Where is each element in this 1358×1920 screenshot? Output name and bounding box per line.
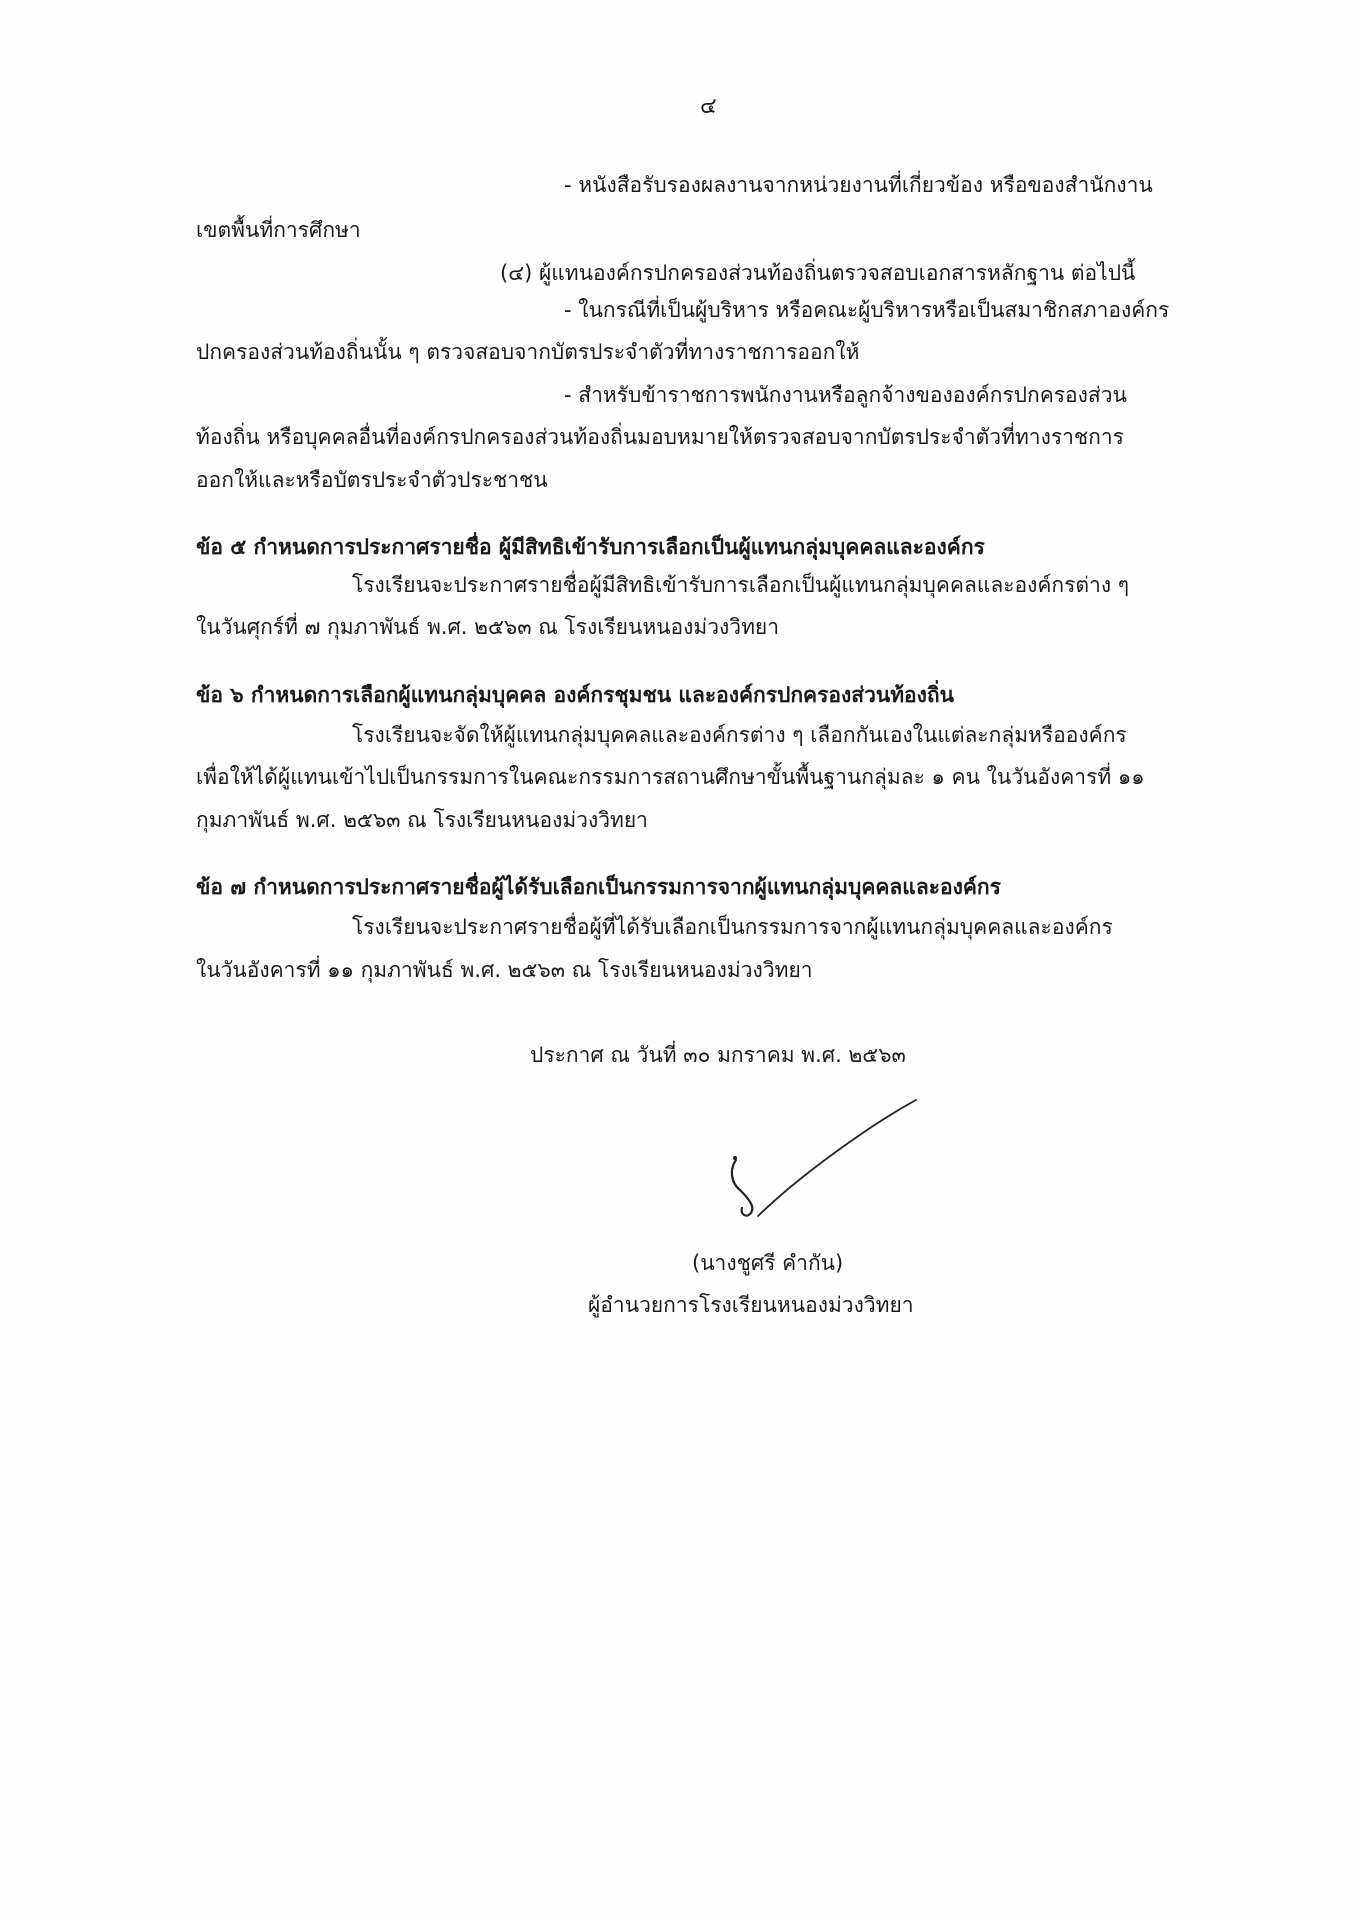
item-4-a-line-1: - ในกรณีที่เป็นผู้บริหาร หรือคณะผู้บริหารหรือเป็นสมาชิกสภาองค์กร <box>564 298 1170 322</box>
clause-6-heading: ข้อ ๖ กำหนดการเลือกผู้แทนกลุ่มบุคคล องค์กรชุมชน และองค์กรปกครองส่วนท้องถิ่น <box>196 683 954 707</box>
item-4-b-line-3: ออกให้และหรือบัตรประจำตัวประชาชน <box>196 468 548 492</box>
documents-line-2: เขตพื้นที่การศึกษา <box>196 218 361 242</box>
clause-6-line-3: กุมภาพันธ์ พ.ศ. ๒๕๖๓ ณ โรงเรียนหนองม่วงวิทยา <box>196 808 648 832</box>
documents-line-1: - หนังสือรับรองผลงานจากหน่วยงานที่เกี่ยวข้อง หรือของสำนักงาน <box>564 173 1153 197</box>
clause-6-line-2: เพื่อให้ได้ผู้แทนเข้าไปเป็นกรรมการในคณะกรรมการสถานศึกษาขั้นพื้นฐานกลุ่มละ ๑ คน ในวันอังคารที่ ๑๑ <box>196 765 1145 789</box>
signature-image <box>720 1090 930 1230</box>
clause-7-line-2: ในวันอังคารที่ ๑๑ กุมภาพันธ์ พ.ศ. ๒๕๖๓ ณ โรงเรียนหนองม่วงวิทยา <box>196 958 813 982</box>
announced-date: ประกาศ ณ วันที่ ๓๐ มกราคม พ.ศ. ๒๕๖๓ <box>530 1043 906 1067</box>
clause-5-line-1: โรงเรียนจะประกาศรายชื่อผู้มีสิทธิเข้ารับการเลือกเป็นผู้แทนกลุ่มบุคคลและองค์กรต่าง ๆ <box>352 573 1130 597</box>
item-4-b-line-2: ท้องถิ่น หรือบุคคลอื่นที่องค์กรปกครองส่วนท้องถิ่นมอบหมายให้ตรวจสอบจากบัตรประจำตัวที่ทางราชการ <box>196 425 1124 449</box>
clause-5-heading: ข้อ ๕ กำหนดการประกาศรายชื่อ ผู้มีสิทธิเข้ารับการเลือกเป็นผู้แทนกลุ่มบุคคลและองค์กร <box>196 535 985 559</box>
signer-name: (นางชูศรี คำกัน) <box>692 1251 844 1275</box>
clause-5-line-2: ในวันศุกร์ที่ ๗ กุมภาพันธ์ พ.ศ. ๒๕๖๓ ณ โรงเรียนหนองม่วงวิทยา <box>196 615 780 639</box>
page-number: ๔ <box>700 94 717 119</box>
signer-position: ผู้อำนวยการโรงเรียนหนองม่วงวิทยา <box>588 1293 914 1317</box>
item-4-a-line-2: ปกครองส่วนท้องถิ่นนั้น ๆ ตรวจสอบจากบัตรประจำตัวที่ทางราชการออกให้ <box>196 340 860 364</box>
clause-7-line-1: โรงเรียนจะประกาศรายชื่อผู้ที่ได้รับเลือกเป็นกรรมการจากผู้แทนกลุ่มบุคคลและองค์กร <box>352 915 1113 939</box>
item-4-b-line-1: - สำหรับข้าราชการพนักงานหรือลูกจ้างขององค์กรปกครองส่วน <box>564 383 1127 407</box>
clause-7-heading: ข้อ ๗ กำหนดการประกาศรายชื่อผู้ได้รับเลือกเป็นกรรมการจากผู้แทนกลุ่มบุคคลและองค์กร <box>196 875 1001 899</box>
item-4-heading: (๔) ผู้แทนองค์กรปกครองส่วนท้องถิ่นตรวจสอบเอกสารหลักฐาน ต่อไปนี้ <box>500 261 1136 285</box>
clause-6-line-1: โรงเรียนจะจัดให้ผู้แทนกลุ่มบุคคลและองค์กรต่าง ๆ เลือกกันเองในแต่ละกลุ่มหรือองค์กร <box>352 723 1127 747</box>
